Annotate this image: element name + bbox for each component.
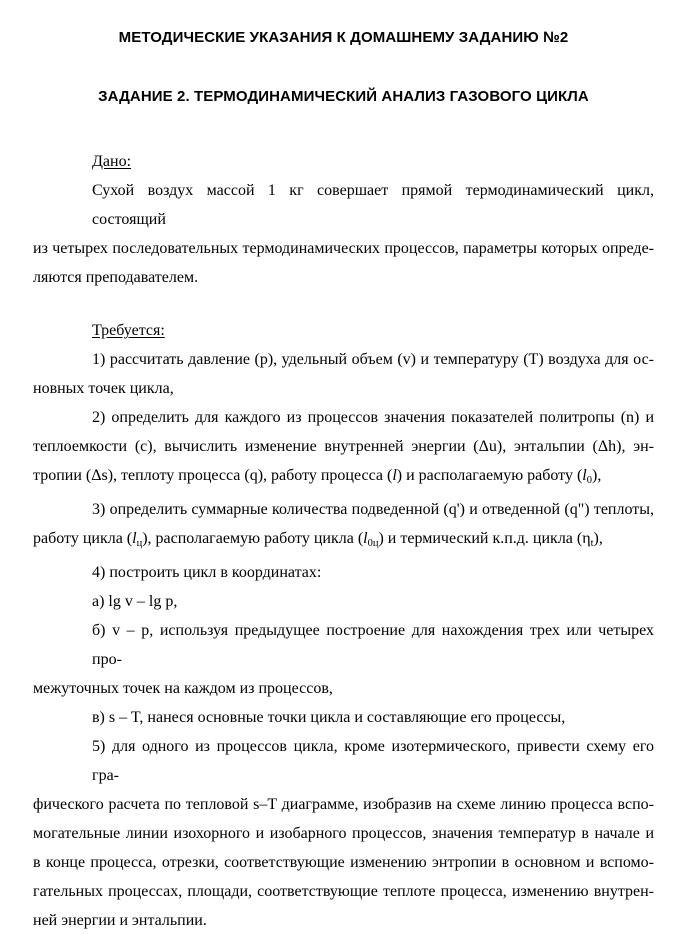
text-line (33, 674, 654, 703)
text-segment: гательных процессах, площади, соответствующие теплоте процесса, изменению внутрен- (33, 883, 654, 900)
text-segment: ) и располагаемую работу ( (396, 467, 583, 484)
text-segment: фического расчета по тепловой s–T диаграмме, изобразив на схеме линию процесса вспо- (33, 796, 654, 813)
requirement-item (33, 403, 654, 495)
text-line (33, 461, 654, 495)
text-segment: ), (593, 530, 603, 547)
text-segment: в конце процесса, отрезки, соответствующие изменению энтропии в основном и вспомо- (33, 854, 654, 871)
given-heading-line (33, 147, 654, 176)
italic-symbol: l (132, 530, 137, 547)
text-line (33, 234, 654, 263)
text-segment: межуточных точек на каждом из процессов, (33, 680, 333, 697)
text-line (33, 790, 654, 819)
text-line (33, 703, 654, 732)
text-segment: ), располагаемую работу цикла ( (142, 530, 364, 547)
text-segment: могательные линии изохорного и изобарного процессов, значения температур в начале и (33, 825, 654, 842)
required-section (33, 316, 654, 935)
text-segment: из четырех последовательных термодинамических процессов, параметры которых опреде- (33, 240, 654, 257)
text-segment: Сухой воздух массой 1 кг совершает прямой термодинамический цикл, состоящий (92, 182, 654, 228)
text-segment: ), (591, 467, 602, 484)
requirement-item (33, 587, 654, 616)
text-line (33, 616, 654, 674)
subscript-text: 0 (586, 475, 592, 486)
subscript-text: ц (136, 538, 143, 549)
required-items (33, 345, 654, 935)
subscript-text: t (590, 538, 594, 549)
text-line (33, 906, 654, 935)
text-line (33, 524, 654, 558)
task-heading: ЗАДАНИЕ 2. ТЕРМОДИНАМИЧЕСКИЙ АНАЛИЗ ГАЗОВОГО ЦИКЛА (98, 88, 589, 105)
given-heading: Дано: (92, 153, 132, 170)
text-segment: 3) определить суммарные количества подведенной (q') и отведенной (q") теплоты, (92, 501, 654, 518)
required-heading-line (33, 316, 654, 345)
given-section (33, 147, 654, 292)
text-line (33, 374, 654, 403)
italic-symbol: l (363, 530, 368, 547)
text-segment: работу цикла ( (33, 530, 133, 547)
text-segment: б) v – p, используя предыдущее построение для нахождения трех или четырех про- (92, 622, 654, 668)
requirement-item (33, 703, 654, 732)
text-line (33, 403, 654, 432)
text-segment: 5) для одного из процессов цикла, кроме изотермического, привести схему его гра- (92, 738, 654, 784)
requirement-item (33, 558, 654, 587)
text-line (33, 732, 654, 790)
requirement-item (33, 732, 654, 935)
text-line (33, 558, 654, 587)
italic-symbol: l (392, 467, 397, 484)
requirement-item (33, 345, 654, 403)
required-heading: Требуется: (92, 322, 165, 339)
text-line (33, 877, 654, 906)
subscript-text: 0ц (367, 538, 379, 549)
text-segment: ней энергии и энтальпии. (33, 912, 207, 929)
text-segment: новных точек цикла, (33, 380, 174, 397)
text-segment: ) и термический к.п.д. цикла (η (378, 530, 591, 547)
given-paragraph (33, 176, 654, 292)
text-segment: в) s – T, нанеся основные точки цикла и составляющие его процессы, (92, 709, 566, 726)
text-line (33, 176, 654, 234)
text-line (33, 432, 654, 461)
text-line (33, 345, 654, 374)
text-segment: ляются преподавателем. (33, 269, 199, 286)
text-segment: теплоемкости (с), вычислить изменение внутренней энергии (Δu), энтальпии (Δh), эн- (33, 438, 654, 455)
text-segment: а) lg v – lg p, (92, 593, 178, 610)
italic-symbol: l (582, 467, 587, 484)
requirement-item (33, 616, 654, 703)
text-line (33, 495, 654, 524)
text-line (33, 819, 654, 848)
text-line (33, 587, 654, 616)
text-line (33, 263, 654, 292)
text-segment: 1) рассчитать давление (p), удельный объем (v) и температуру (T) воздуха для ос- (92, 351, 654, 368)
text-line (33, 848, 654, 877)
document-title: МЕТОДИЧЕСКИЕ УКАЗАНИЯ К ДОМАШНЕМУ ЗАДАНИЮ №2 (118, 29, 569, 46)
requirement-item (33, 495, 654, 558)
text-segment: тропии (Δs), теплоту процесса (q), работу процесса ( (33, 467, 393, 484)
text-segment: 2) определить для каждого из процессов значения показателей политропы (n) и (92, 409, 654, 426)
text-segment: 4) построить цикл в координатах: (92, 564, 322, 581)
